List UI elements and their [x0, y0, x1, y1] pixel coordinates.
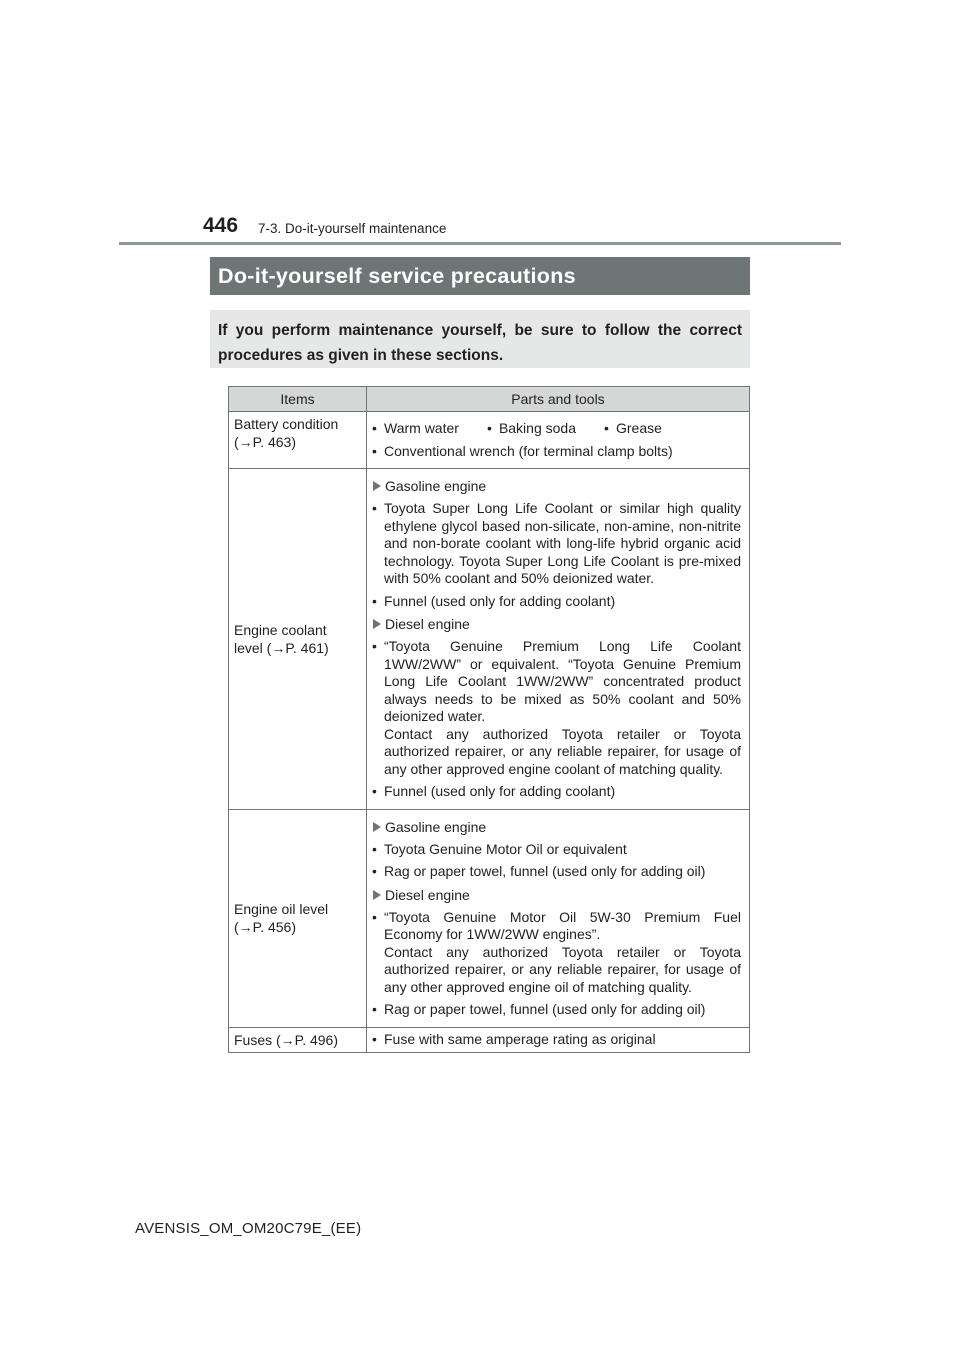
- header-divider: [119, 242, 841, 245]
- parts-table: [228, 386, 750, 1053]
- page-number: 446: [203, 214, 239, 237]
- table-row-coolant: [229, 469, 750, 810]
- list-item: • Funnel (used only for adding coolant): [372, 593, 741, 611]
- list-item: • Toyota Super Long Life Coolant or similar high quality ethylene glycol based non-silicate, non-amine, non-nitrite and non-borate coolant with long-life hybrid organic acid technology. Toyota Super Long Life Coolant is pre-mixed with 50% coolant and 50% deionized water.: [372, 500, 741, 588]
- diesel-coolant-contact: Contact any authorized Toyota retailer or Toyota authorized repairer, or any reliable repairer, for usage of any other approved engine coolant of matching quality.: [384, 725, 741, 777]
- list-item: • Fuse with same amperage rating as original: [372, 1031, 741, 1049]
- column-header-parts: Parts and tools: [367, 387, 750, 412]
- table-header-row: [229, 387, 750, 412]
- table-row-fuses: [229, 1027, 750, 1052]
- list-item: • Conventional wrench (for terminal clamp bolts): [372, 443, 741, 461]
- parts-battery: [367, 412, 750, 469]
- intro-text: If you perform maintenance yourself, be sure to follow the correct procedures as given in these sections.: [218, 322, 742, 364]
- list-item: [372, 909, 741, 997]
- page-title-bar: [210, 257, 750, 295]
- list-item: • Funnel (used only for adding coolant): [372, 783, 741, 801]
- footer-doc-id: AVENSIS_OM_OM20C79E_(EE): [135, 1220, 362, 1237]
- parts-oil: [367, 809, 750, 1027]
- item-coolant: Engine coolant level (→P. 461): [229, 469, 367, 810]
- parts-fuses: [367, 1027, 750, 1052]
- diesel-oil-contact: Contact any authorized Toyota retailer or Toyota authorized repairer, or any reliable repairer, for usage of any other approved engine oil of matching quality.: [384, 943, 741, 995]
- table-row-battery: [229, 412, 750, 469]
- item-battery: Battery condition (→P. 463): [229, 412, 367, 469]
- diesel-oil-spec: “Toyota Genuine Motor Oil 5W-30 Premium Fuel Economy for 1WW/2WW engines”.: [384, 908, 741, 942]
- subheading-gasoline-engine: Gasoline engine: [372, 477, 741, 495]
- section-title: 7-3. Do-it-yourself maintenance: [258, 221, 447, 236]
- list-item: • Warm water: [372, 420, 459, 438]
- table-row-oil: [229, 809, 750, 1027]
- battery-supplies-row: [372, 420, 741, 438]
- list-item: • Rag or paper towel, funnel (used only for adding oil): [372, 1001, 741, 1019]
- column-header-items: Items: [229, 387, 367, 412]
- list-item: • Grease: [604, 420, 662, 438]
- list-item: • Baking soda: [487, 420, 576, 438]
- item-oil: Engine oil level (→P. 456): [229, 809, 367, 1027]
- parts-coolant: [367, 469, 750, 810]
- diesel-coolant-spec: “Toyota Genuine Premium Long Life Coolant 1WW/2WW” or equivalent. “Toyota Genuine Premium Long Life Coolant 1WW/2WW” concentrated product always needs to be mixed as 50% coolant and 50% deionized water.: [384, 638, 741, 724]
- list-item: [372, 638, 741, 778]
- list-item: • Toyota Genuine Motor Oil or equivalent: [372, 841, 741, 859]
- subheading-diesel-engine: Diesel engine: [372, 615, 741, 633]
- subheading-gasoline-engine: Gasoline engine: [372, 818, 741, 836]
- page-title: Do-it-yourself service precautions: [218, 263, 576, 288]
- item-fuses: Fuses (→P. 496): [229, 1027, 367, 1052]
- subheading-diesel-engine: Diesel engine: [372, 886, 741, 904]
- list-item: • Rag or paper towel, funnel (used only for adding oil): [372, 863, 741, 881]
- intro-box: [210, 310, 750, 368]
